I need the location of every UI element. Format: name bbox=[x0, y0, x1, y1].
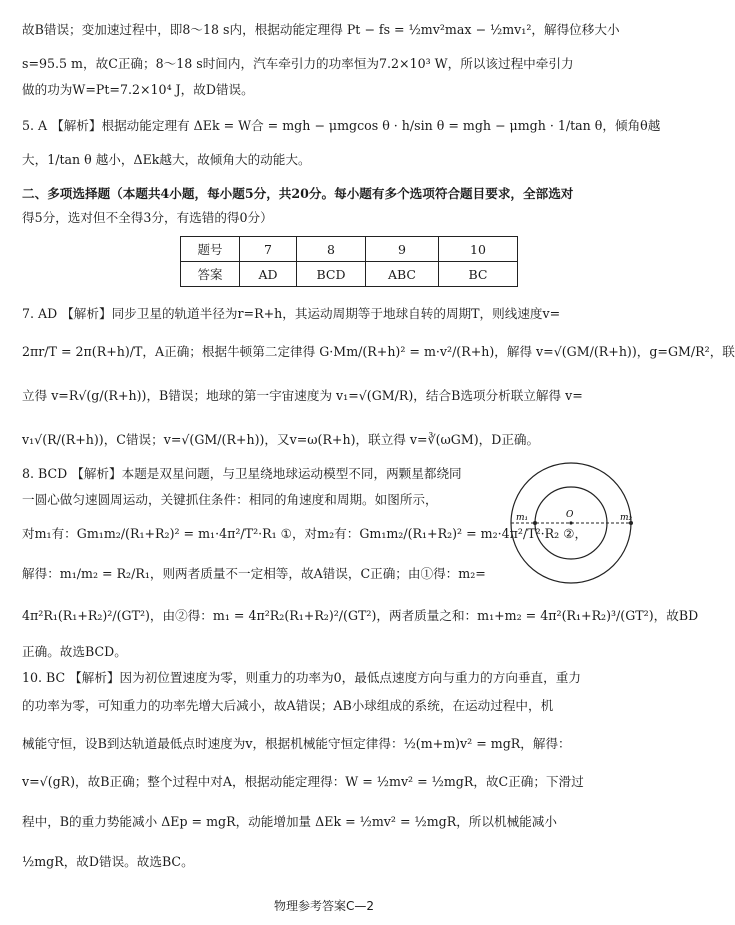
text-line: 4π²R₁(R₁+R₂)²/(GT²)，由②得：m₁ = 4π²R₂(R₁+R₂)²/(GT²)，两者质量之和：m₁+m₂ = 4π²(R₁+R₂)³/(GT²)，故BD bbox=[22, 608, 699, 623]
text-line: 一圆心做匀速圆周运动，关键抓住条件：相同的角速度和周期。如图所示， bbox=[22, 492, 438, 507]
text-line: 立得 v=R√(g/(R+h))，B错误；地球的第一宇宙速度为 v₁=√(GM/R)，结合B选项分析联立解得 v= bbox=[22, 388, 583, 403]
table-cell: 7 bbox=[240, 237, 297, 262]
text-line: 2πr/T = 2π(R+h)/T，A正确；根据牛顿第二定律得 G·Mm/(R+h)² = m·v²/(R+h)，解得 v=√(GM/(R+h))，g=GM/R²，联 bbox=[22, 344, 735, 359]
text-line: 8. BCD 【解析】本题是双星问题，与卫星绕地球运动模型不同，两颗星都绕同 bbox=[22, 466, 462, 481]
table-cell: BCD bbox=[297, 262, 366, 287]
text-line: 械能守恒，设B到达轨道最低点时速度为v，根据机械能守恒定律得：½(m+m)v² = mgR，解得： bbox=[22, 736, 571, 751]
text-line: ½mgR，故D错误。故选BC。 bbox=[22, 854, 194, 869]
center-label: O bbox=[566, 510, 574, 520]
binary-star-diagram bbox=[508, 460, 634, 586]
text-line: 7. AD 【解析】同步卫星的轨道半径为r=R+h，其运动周期等于地球自转的周期T，则线速度v= bbox=[22, 306, 561, 321]
table-row bbox=[181, 237, 518, 262]
center-dot bbox=[569, 521, 572, 524]
table-cell: 题号 bbox=[181, 237, 240, 262]
table-cell: 9 bbox=[366, 237, 439, 262]
text-line: 正确。故选BCD。 bbox=[22, 644, 127, 659]
text-line: s=95.5 m，故C正确；8～18 s时间内，汽车牵引力的功率恒为7.2×10³ W，所以该过程中牵引力 bbox=[22, 56, 574, 71]
table-cell: AD bbox=[240, 262, 297, 287]
text-line: 10. BC 【解析】因为初位置速度为零，则重力的功率为0，最低点速度方向与重力的方向垂直，重力 bbox=[22, 670, 581, 685]
text-line: 对m₁有：Gm₁m₂/(R₁+R₂)² = m₁·4π²/T²·R₁ ①，对m₂有：Gm₁m₂/(R₁+R₂)² = m₂·4π²/T²·R₂ ②， bbox=[22, 526, 588, 541]
table-row bbox=[181, 262, 518, 287]
text-line: v=√(gR)，故B正确；整个过程中对A，根据动能定理得：W = ½mv² = ½mgR，故C正确；下滑过 bbox=[22, 774, 584, 789]
text-line: 的功率为零，可知重力的功率先增大后减小，故A错误；AB小球组成的系统，在运动过程中，机 bbox=[22, 698, 554, 713]
table-cell: 10 bbox=[439, 237, 518, 262]
m2-label: m₂ bbox=[620, 513, 633, 523]
table-cell: BC bbox=[439, 262, 518, 287]
text-line: 做的功为W=Pt=7.2×10⁴ J，故D错误。 bbox=[22, 82, 254, 97]
text-line: 得5分，选对但不全得3分，有选错的得0分） bbox=[22, 210, 273, 225]
star-m1-dot bbox=[533, 521, 537, 525]
text-line: 故B错误；变加速过程中，即8～18 s内，根据动能定理得 Pt − fs = ½mv²max − ½mv₁²，解得位移大小 bbox=[22, 22, 620, 37]
text-line: 5. A 【解析】根据动能定理有 ΔEk = W合 = mgh − μmgcos θ · h/sin θ = mgh − μmgh · 1/tan θ，倾角θ越 bbox=[22, 118, 661, 133]
table-cell: ABC bbox=[366, 262, 439, 287]
table-cell: 8 bbox=[297, 237, 366, 262]
text-line: 大，1/tan θ 越小，ΔEk越大，故倾角大的动能大。 bbox=[22, 152, 311, 167]
text-line: 程中，B的重力势能减小 ΔEp = mgR，动能增加量 ΔEk = ½mv² = ½mgR，所以机械能减小 bbox=[22, 814, 557, 829]
m1-label: m₁ bbox=[516, 513, 529, 523]
text-line: v₁√(R/(R+h))，C错误；v=√(GM/(R+h))，又v=ω(R+h)，联立得 v=∛(ωGM)，D正确。 bbox=[22, 432, 540, 447]
table-cell: 答案 bbox=[181, 262, 240, 287]
text-line: 解得：m₁/m₂ = R₂/R₁，则两者质量不一定相等，故A错误，C正确；由①得：m₂= bbox=[22, 566, 486, 581]
answer-table bbox=[180, 236, 518, 287]
section-heading: 二、多项选择题（本题共4小题，每小题5分，共20分。每小题有多个选项符合题目要求，全部选对 bbox=[22, 186, 574, 201]
page-footer: 物理参考答案C—2 bbox=[273, 899, 374, 913]
